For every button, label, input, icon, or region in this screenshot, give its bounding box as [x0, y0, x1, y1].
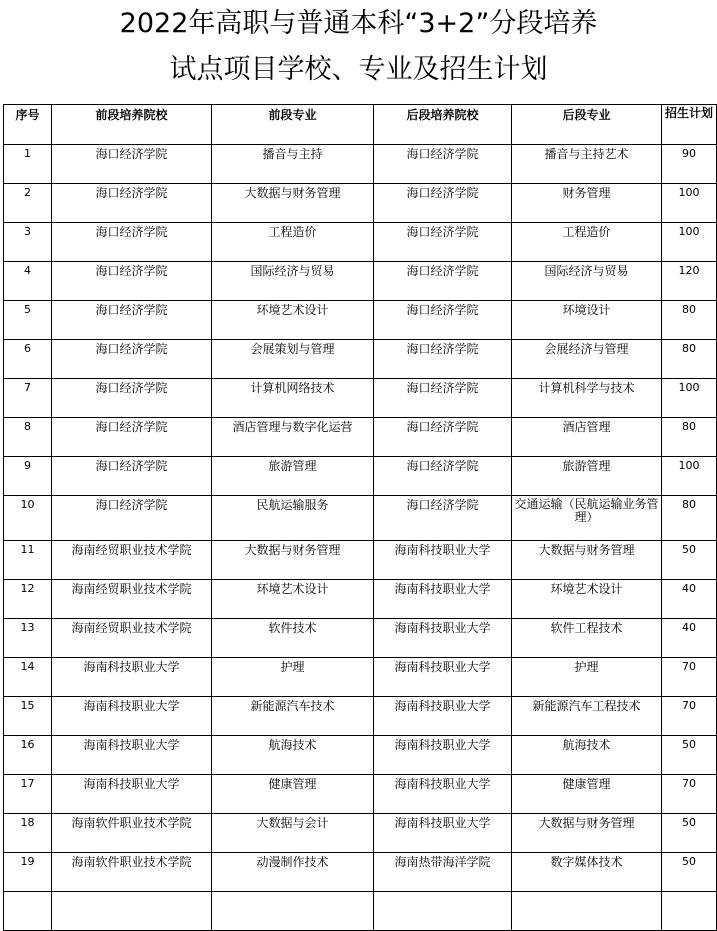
- cell-second-major: 护理: [512, 658, 662, 697]
- cell-second-school: 海南科技职业大学: [374, 736, 512, 775]
- table-row: [4, 223, 717, 262]
- cell-second-school: 海南科技职业大学: [374, 619, 512, 658]
- cell-first-school: 海口经济学院: [52, 145, 212, 184]
- cell-first-school: 海南经贸职业技术学院: [52, 541, 212, 580]
- cell-first-school: 海南科技职业大学: [52, 658, 212, 697]
- cell-enrollment-plan: 70: [662, 775, 717, 814]
- cell-second-major: 播音与主持艺术: [512, 145, 662, 184]
- cell-second-major: 旅游管理: [512, 457, 662, 496]
- cell-first-major: 动漫制作技术: [212, 853, 374, 892]
- table-row: [4, 736, 717, 775]
- cell-second-major: 新能源汽车工程技术: [512, 697, 662, 736]
- cell-first-major: 航海技术: [212, 736, 374, 775]
- cell-first-major: 民航运输服务: [212, 496, 374, 541]
- cell-first-school: 海口经济学院: [52, 379, 212, 418]
- table-row: [4, 379, 717, 418]
- cell-first-school: 海南科技职业大学: [52, 736, 212, 775]
- cell-first-major: 国际经济与贸易: [212, 262, 374, 301]
- cell-first-major: 大数据与会计: [212, 814, 374, 853]
- enrollment-plan-table: [3, 104, 717, 931]
- cell-empty: [512, 892, 662, 931]
- cell-second-major: 环境设计: [512, 301, 662, 340]
- table-row: [4, 814, 717, 853]
- table-row-cut-off: [4, 892, 717, 931]
- cell-first-major: 环境艺术设计: [212, 301, 374, 340]
- cell-first-school: 海南经贸职业技术学院: [52, 580, 212, 619]
- table-row: [4, 619, 717, 658]
- cell-second-major: 环境艺术设计: [512, 580, 662, 619]
- cell-empty: [374, 892, 512, 931]
- cell-index: 17: [4, 775, 52, 814]
- cell-second-school: 海南科技职业大学: [374, 775, 512, 814]
- cell-enrollment-plan: 80: [662, 496, 717, 541]
- header-first-major: 前段专业: [212, 105, 374, 145]
- cell-first-school: 海南软件职业技术学院: [52, 814, 212, 853]
- table-row: [4, 496, 717, 541]
- cell-first-school: 海南经贸职业技术学院: [52, 619, 212, 658]
- table-row: [4, 580, 717, 619]
- cell-first-school: 海口经济学院: [52, 301, 212, 340]
- cell-second-major: 交通运输（民航运输业务管理）: [512, 496, 662, 541]
- cell-second-major: 会展经济与管理: [512, 340, 662, 379]
- cell-index: 2: [4, 184, 52, 223]
- cell-index: 15: [4, 697, 52, 736]
- cell-index: 5: [4, 301, 52, 340]
- cell-second-school: 海南科技职业大学: [374, 580, 512, 619]
- cell-first-major: 工程造价: [212, 223, 374, 262]
- cell-enrollment-plan: 70: [662, 658, 717, 697]
- cell-index: 14: [4, 658, 52, 697]
- cell-first-school: 海南科技职业大学: [52, 775, 212, 814]
- cell-first-school: 海口经济学院: [52, 496, 212, 541]
- cell-first-major: 大数据与财务管理: [212, 541, 374, 580]
- cell-second-major: 航海技术: [512, 736, 662, 775]
- table-row: [4, 340, 717, 379]
- cell-second-school: 海南热带海洋学院: [374, 853, 512, 892]
- cell-index: 6: [4, 340, 52, 379]
- cell-first-major: 环境艺术设计: [212, 580, 374, 619]
- cell-enrollment-plan: 80: [662, 340, 717, 379]
- cell-second-school: 海南科技职业大学: [374, 658, 512, 697]
- cell-second-school: 海南科技职业大学: [374, 814, 512, 853]
- table-row: [4, 697, 717, 736]
- cell-second-major: 数字媒体技术: [512, 853, 662, 892]
- cell-second-school: 海口经济学院: [374, 496, 512, 541]
- cell-enrollment-plan: 120: [662, 262, 717, 301]
- cell-second-major: 工程造价: [512, 223, 662, 262]
- cell-enrollment-plan: 80: [662, 418, 717, 457]
- cell-first-school: 海南科技职业大学: [52, 697, 212, 736]
- header-first-school: 前段培养院校: [52, 105, 212, 145]
- cell-empty: [4, 892, 52, 931]
- table-body: [4, 145, 717, 931]
- cell-first-school: 海口经济学院: [52, 262, 212, 301]
- cell-first-school: 海口经济学院: [52, 340, 212, 379]
- cell-first-school: 海口经济学院: [52, 223, 212, 262]
- cell-first-school: 海口经济学院: [52, 184, 212, 223]
- table-row: [4, 262, 717, 301]
- table-row: [4, 775, 717, 814]
- cell-second-major: 健康管理: [512, 775, 662, 814]
- cell-index: 10: [4, 496, 52, 541]
- cell-first-major: 会展策划与管理: [212, 340, 374, 379]
- table-row: [4, 418, 717, 457]
- header-index: 序号: [4, 105, 52, 145]
- cell-first-major: 软件技术: [212, 619, 374, 658]
- cell-index: 19: [4, 853, 52, 892]
- cell-second-school: 海南科技职业大学: [374, 697, 512, 736]
- cell-second-major: 酒店管理: [512, 418, 662, 457]
- cell-index: 4: [4, 262, 52, 301]
- cell-first-major: 大数据与财务管理: [212, 184, 374, 223]
- cell-second-school: 海口经济学院: [374, 145, 512, 184]
- cell-enrollment-plan: 50: [662, 853, 717, 892]
- cell-first-school: 海口经济学院: [52, 457, 212, 496]
- cell-first-school: 海口经济学院: [52, 418, 212, 457]
- cell-enrollment-plan: 100: [662, 379, 717, 418]
- cell-second-school: 海口经济学院: [374, 223, 512, 262]
- cell-index: 13: [4, 619, 52, 658]
- table-row: [4, 658, 717, 697]
- cell-index: 11: [4, 541, 52, 580]
- cell-index: 12: [4, 580, 52, 619]
- cell-second-school: 海南科技职业大学: [374, 541, 512, 580]
- cell-enrollment-plan: 50: [662, 814, 717, 853]
- table-row: [4, 853, 717, 892]
- cell-enrollment-plan: 40: [662, 580, 717, 619]
- cell-second-school: 海口经济学院: [374, 301, 512, 340]
- cell-second-major: 大数据与财务管理: [512, 541, 662, 580]
- cell-second-school: 海口经济学院: [374, 379, 512, 418]
- table-header-row: [4, 105, 717, 145]
- table-row: [4, 457, 717, 496]
- cell-enrollment-plan: 40: [662, 619, 717, 658]
- cell-second-school: 海口经济学院: [374, 457, 512, 496]
- cell-index: 7: [4, 379, 52, 418]
- cell-enrollment-plan: 50: [662, 736, 717, 775]
- page-title: [0, 0, 717, 104]
- cell-index: 16: [4, 736, 52, 775]
- title-line-1: 2022年高职与普通本科“3+2”分段培养: [119, 8, 598, 39]
- table-row: [4, 145, 717, 184]
- cell-enrollment-plan: 100: [662, 184, 717, 223]
- cell-enrollment-plan: 90: [662, 145, 717, 184]
- header-second-school: 后段培养院校: [374, 105, 512, 145]
- cell-second-major: 国际经济与贸易: [512, 262, 662, 301]
- cell-first-major: 播音与主持: [212, 145, 374, 184]
- cell-index: 3: [4, 223, 52, 262]
- cell-second-school: 海口经济学院: [374, 262, 512, 301]
- cell-enrollment-plan: 100: [662, 457, 717, 496]
- cell-first-major: 旅游管理: [212, 457, 374, 496]
- cell-index: 1: [4, 145, 52, 184]
- cell-index: 18: [4, 814, 52, 853]
- cell-enrollment-plan: 100: [662, 223, 717, 262]
- cell-first-major: 健康管理: [212, 775, 374, 814]
- cell-second-school: 海口经济学院: [374, 340, 512, 379]
- cell-second-major: 大数据与财务管理: [512, 814, 662, 853]
- header-second-major: 后段专业: [512, 105, 662, 145]
- cell-empty: [662, 892, 717, 931]
- cell-enrollment-plan: 80: [662, 301, 717, 340]
- cell-index: 8: [4, 418, 52, 457]
- cell-second-major: 软件工程技术: [512, 619, 662, 658]
- cell-first-major: 护理: [212, 658, 374, 697]
- cell-enrollment-plan: 50: [662, 541, 717, 580]
- cell-index: 9: [4, 457, 52, 496]
- table-row: [4, 301, 717, 340]
- cell-empty: [212, 892, 374, 931]
- table-row: [4, 184, 717, 223]
- cell-first-major: 酒店管理与数字化运营: [212, 418, 374, 457]
- cell-first-major: 计算机网络技术: [212, 379, 374, 418]
- table-row: [4, 541, 717, 580]
- cell-second-major: 计算机科学与技术: [512, 379, 662, 418]
- cell-enrollment-plan: 70: [662, 697, 717, 736]
- cell-second-school: 海口经济学院: [374, 418, 512, 457]
- title-line-2: 试点项目学校、专业及招生计划: [169, 54, 548, 85]
- cell-first-major: 新能源汽车技术: [212, 697, 374, 736]
- header-enrollment-plan: 招生计划: [662, 105, 717, 145]
- cell-empty: [52, 892, 212, 931]
- cell-first-school: 海南软件职业技术学院: [52, 853, 212, 892]
- cell-second-major: 财务管理: [512, 184, 662, 223]
- cell-second-school: 海口经济学院: [374, 184, 512, 223]
